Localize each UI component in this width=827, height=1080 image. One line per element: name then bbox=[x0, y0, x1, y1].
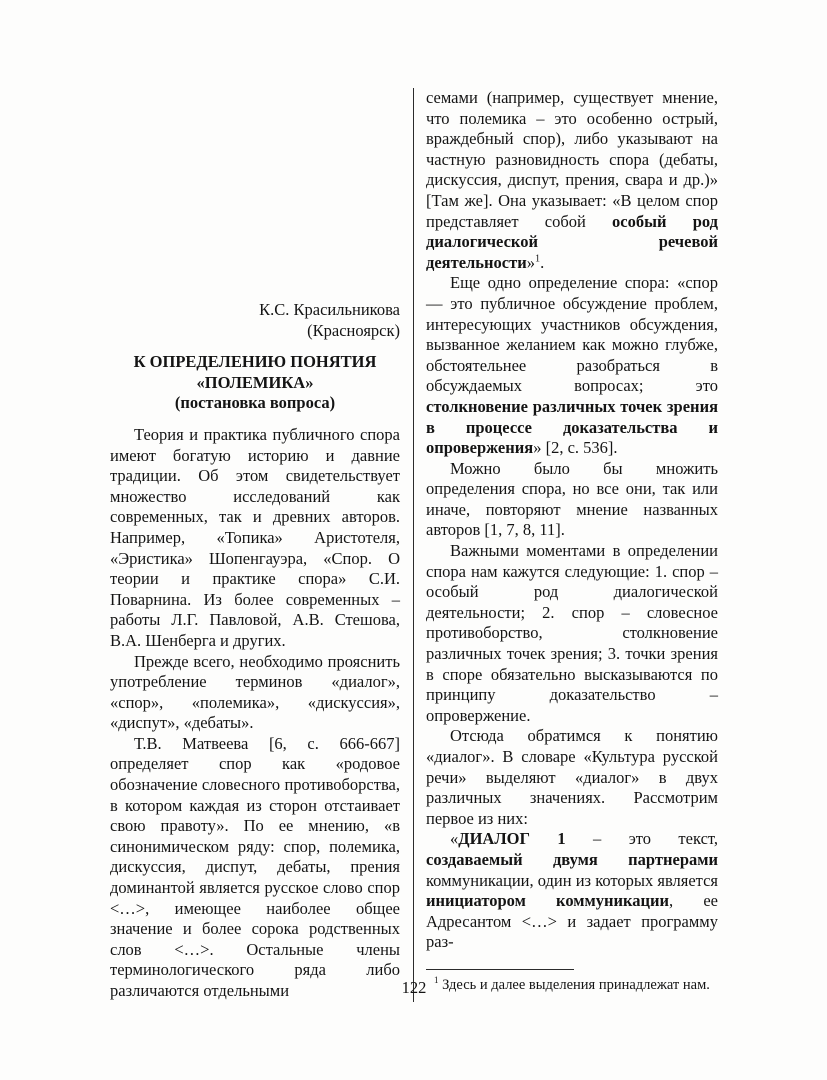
text-segment: инициатором коммуникации bbox=[426, 891, 670, 911]
article-subtitle: (постановка вопроса) bbox=[174, 393, 336, 413]
paragraph bbox=[426, 273, 718, 458]
text-segment: столкновение различных точек зрения в процессе доказательства и опровержения bbox=[426, 396, 718, 458]
text-segment: Прежде всего, необходимо прояснить употребление терминов «диалог», «спор», «полемика», «дискуссия», «диспут», «дебаты». bbox=[110, 651, 400, 733]
right-column-paragraphs bbox=[426, 88, 718, 953]
left-column-paragraphs bbox=[110, 425, 400, 1002]
article-title-line2: «ПОЛЕМИКА» bbox=[196, 372, 314, 392]
text-segment: – это текст, bbox=[565, 829, 718, 849]
text-block bbox=[110, 88, 718, 1002]
text-segment: » bbox=[526, 252, 535, 272]
column-divider-rule bbox=[413, 88, 414, 1002]
text-segment: Можно было бы множить определения спора, но все они, так или иначе, повторяют мнение названных авторов [1, 7, 8, 11]. bbox=[426, 458, 718, 540]
left-column bbox=[110, 88, 400, 1002]
left-column-spacer bbox=[110, 88, 400, 300]
text-segment: особый род диалогической речевой деятельности bbox=[426, 211, 718, 272]
footnote-marker: 1 bbox=[434, 975, 439, 986]
text-segment: Отсюда обратимся к понятию «диалог». В словаре «Культура русской речи» выделяют «диалог» в двух различных значениях. Рассмотрим первое из них: bbox=[426, 726, 718, 828]
author-byline bbox=[110, 300, 400, 341]
paragraph bbox=[426, 88, 718, 273]
paragraph bbox=[426, 829, 718, 953]
author-city: (Красноярск) bbox=[307, 320, 400, 340]
text-segment: ДИАЛОГ 1 bbox=[458, 829, 566, 849]
text-segment: коммуникации, один из которых является bbox=[426, 870, 718, 890]
text-segment: Еще одно определение спора: «спор — это публичное обсуждение проблем, интересующих участников обсуждения, вызванное желанием как можно глубже, обстоятельнее разобраться в обсуждаемых вопросах; это bbox=[426, 273, 718, 396]
article-title bbox=[110, 352, 400, 393]
text-segment: , ее Адресантом <…> и задает программу раз- bbox=[426, 891, 718, 952]
text-segment: 1 bbox=[534, 253, 541, 265]
footnote-separator-rule bbox=[426, 969, 574, 970]
page-number: 122 bbox=[401, 978, 427, 997]
text-segment: Важными моментами в определении спора нам кажутся следующие: 1. спор – особый род диалогической деятельности; 2. спор – словесное противоборство, столкновение различных точек зрения; 3. точки зрения в споре обязательно высказываются по принципу доказательство – опровержение. bbox=[426, 541, 718, 725]
text-segment: » [2, с. 536]. bbox=[533, 438, 618, 458]
text-segment: . bbox=[540, 252, 545, 272]
paragraph bbox=[110, 734, 400, 1002]
text-segment: Т.В. Матвеева [6, с. 666-667] определяет спор как «родовое обозначение словесного противоборства, в котором каждая из сторон отстаивает свою правоту». По ее мнению, «в синонимическом ряду: спор, полемика, дискуссия, диспут, дебаты, прения доминантой является русское слово спор <…>, имеющее наиболее общее значение и более сорока родственных слов <…>. Остальные члены терминологического ряда либо различаются отдельными bbox=[110, 733, 400, 1000]
paragraph bbox=[110, 425, 400, 652]
paragraph bbox=[426, 459, 718, 541]
paragraph bbox=[426, 541, 718, 726]
text-segment: « bbox=[450, 829, 459, 849]
paragraph bbox=[426, 726, 718, 829]
text-segment: Теория и практика публичного спора имеют богатую историю и давние традиции. Об этом свидетельствует множество исследований как современных, так и древних авторов. Например, «Топика» Аристотеля, «Эристика» Шопенгауэра, «Спор. О теории и практике спора» С.И. Поварнина. Из более современных – работы Л.Г. Павловой, А.В. Стешова, В.А. Шенберга и других. bbox=[110, 424, 400, 650]
author-name: К.С. Красильникова bbox=[259, 300, 400, 319]
article-title-line1: К ОПРЕДЕЛЕНИЮ ПОНЯТИЯ bbox=[133, 352, 377, 372]
text-segment: создаваемый двумя партнерами bbox=[426, 849, 718, 869]
footnote-body: Здесь и далее выделения принадлежат нам. bbox=[438, 976, 710, 993]
right-column bbox=[426, 88, 718, 1002]
text-segment: семами (например, существует мнение, что полемика – это особенно острый, враждебный спор), либо указывают на частную разновидность спора (дебаты, дискуссия, диспут, прения, свара и др.)» [Там же]. Она указывает: «В целом спор представляет собой bbox=[426, 88, 718, 231]
paragraph bbox=[110, 652, 400, 734]
